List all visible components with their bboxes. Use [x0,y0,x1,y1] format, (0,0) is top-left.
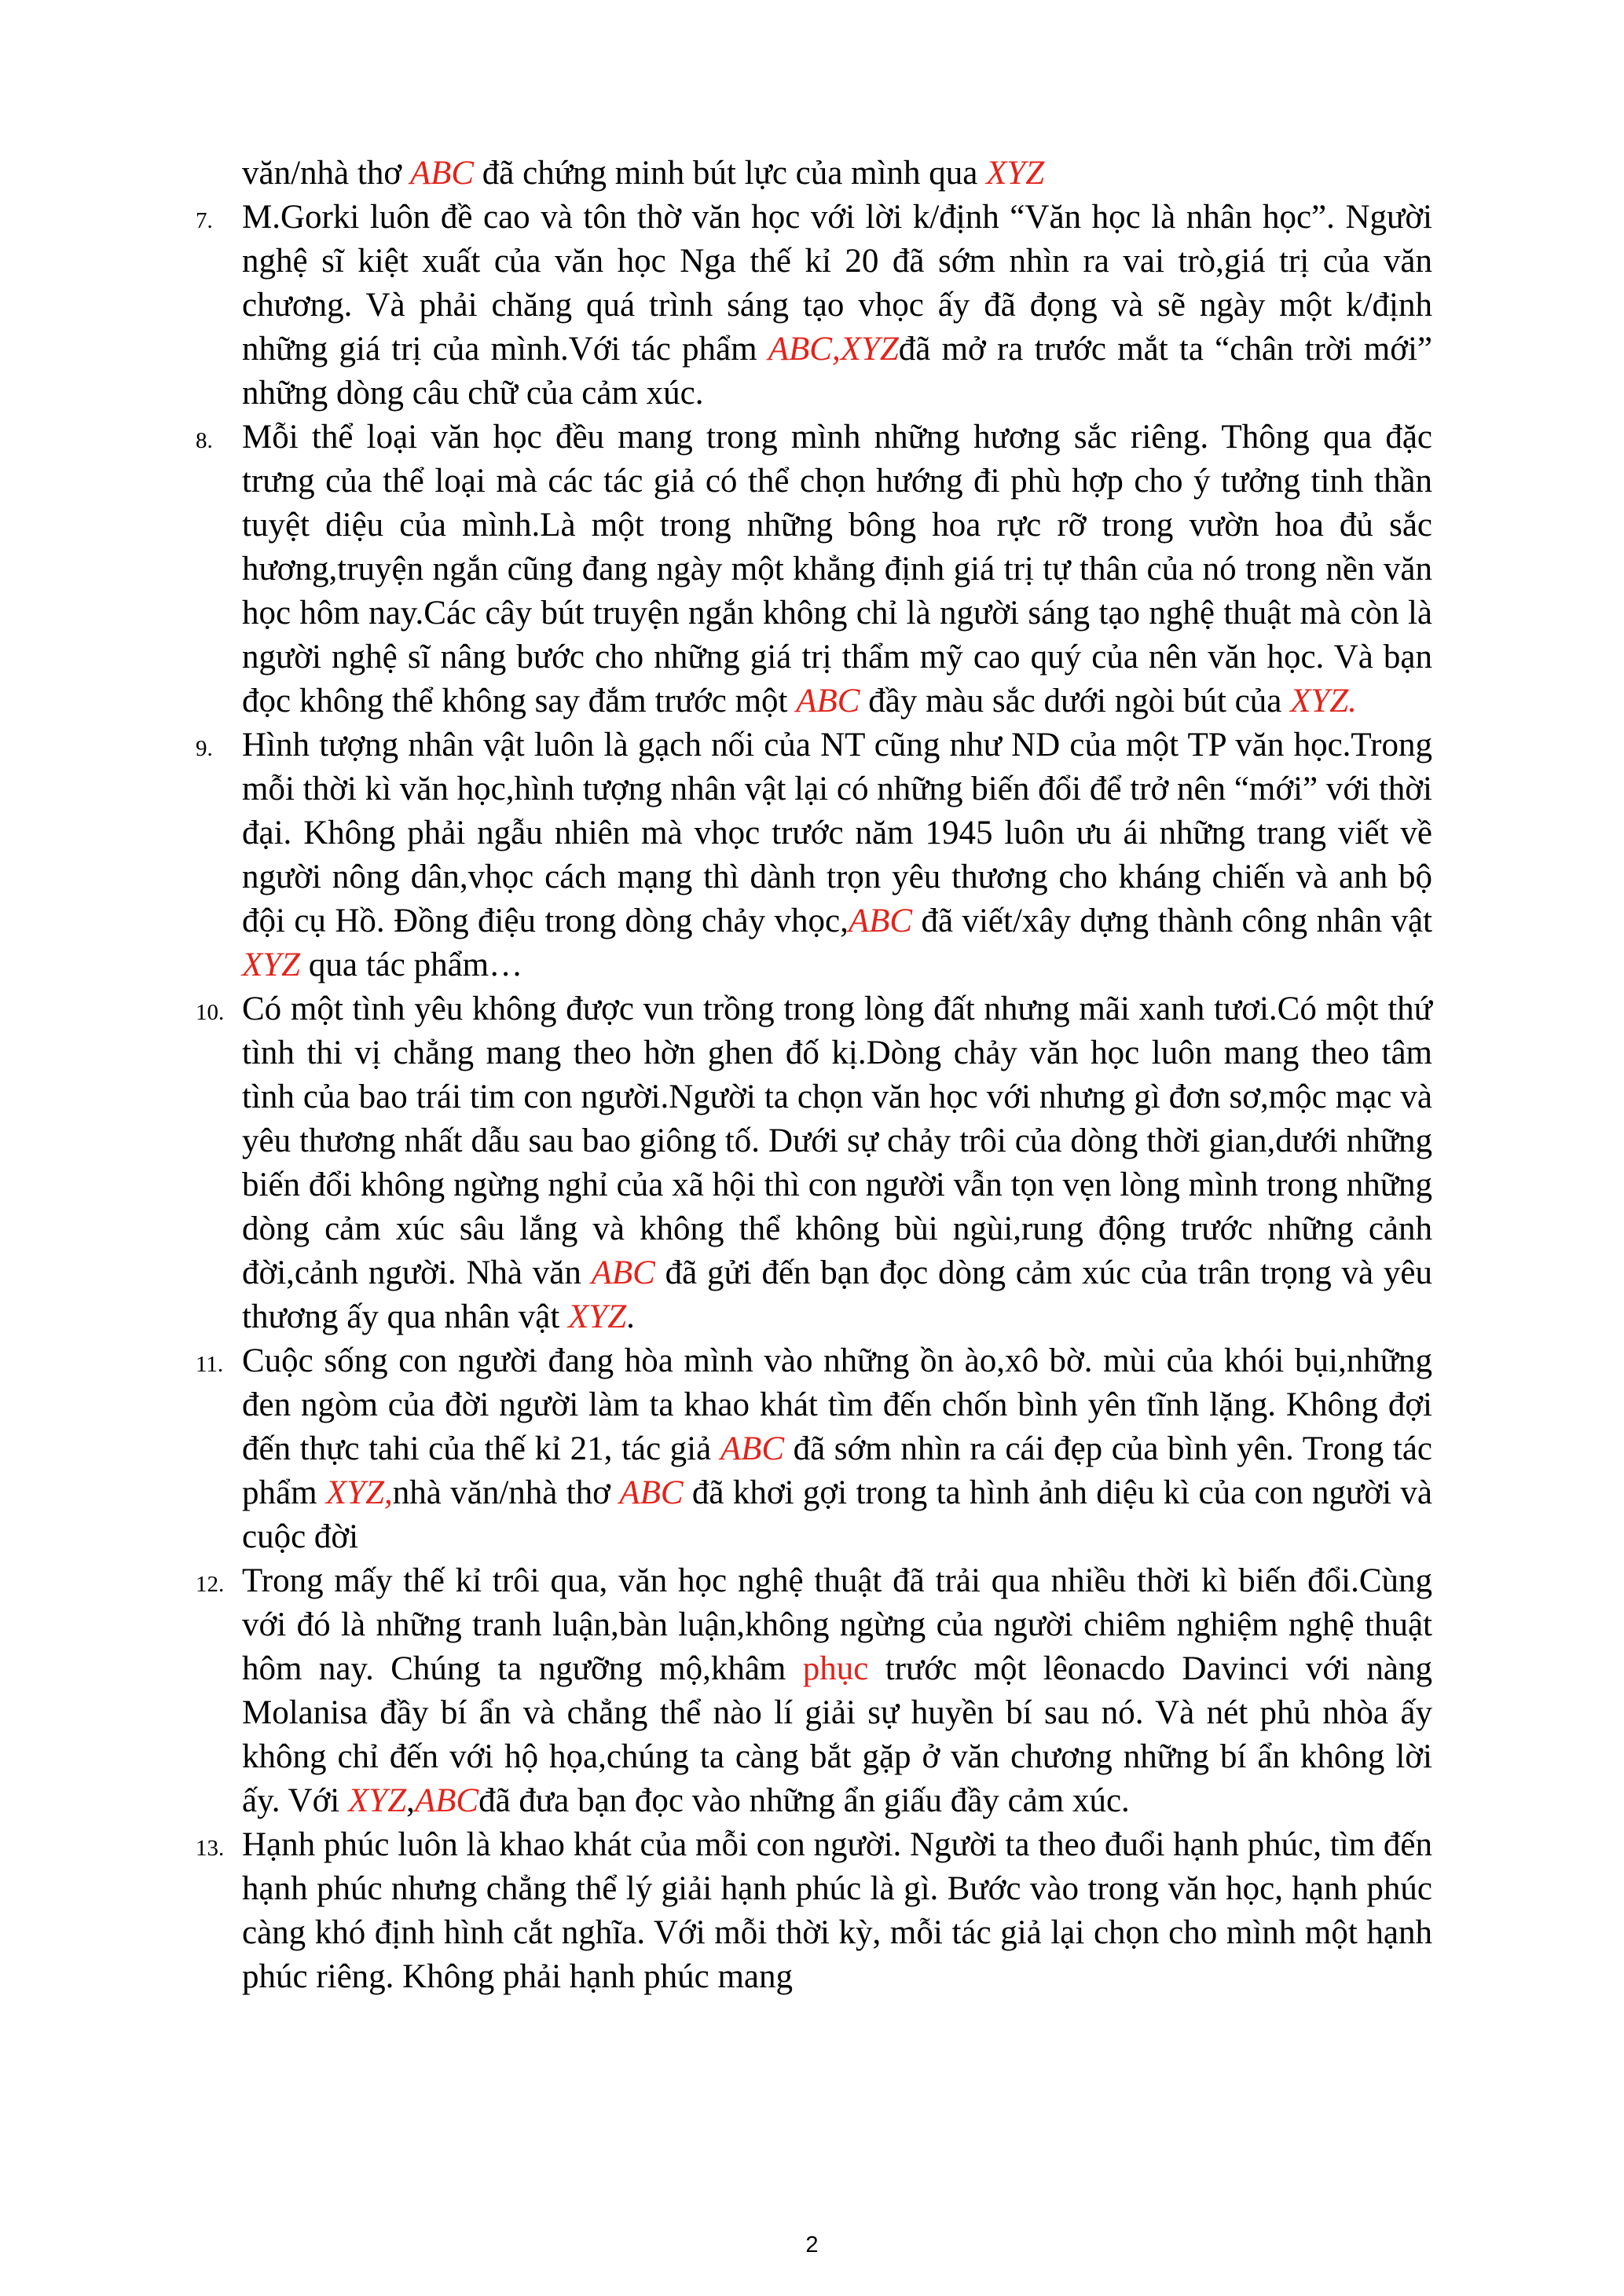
placeholder-xyz: XYZ [242,947,301,983]
text-run: văn/nhà thơ [242,155,410,192]
text-run: Trong mấy thế kỉ trôi qua, văn học nghệ thuật đã trải qua nhiều thời kì biến đổi.Cùng với đó là những tranh luận,bàn luận,không ngừng của người chiêm nghiệm nghệ thuật hôm nay. Chúng ta ngưỡng mộ,khâm [242,1562,1432,1687]
list-number: 9. [196,736,213,761]
text-run: đã viết/xây dựng thành công nhân vật [912,903,1433,939]
placeholder-abc: ABC [796,683,860,720]
continuation-paragraph [183,152,1446,196]
list-item-7 [183,196,1446,416]
list-item-12 [183,1559,1446,1823]
placeholder-abc: ABC [720,1430,785,1467]
placeholder-abc: ABC [591,1254,655,1291]
text-run: đã gửi đến bạn đọc dòng cảm xúc của trân trọng và yêu thương ấy qua nhân vật [242,1254,1432,1335]
placeholder-abc: ABC [414,1782,479,1819]
placeholder-xyz: XYZ [986,155,1045,192]
placeholder-abc-xyz: ABC,XYZ [768,331,899,368]
text-run: đã chứng minh bút lực của mình qua [474,155,987,192]
text-run: đã sớm nhìn ra cái đẹp của bình yên. Trong tác phẩm [242,1430,1432,1511]
text-run: , [406,1782,415,1819]
list-number: 11. [196,1352,224,1377]
text-run: Mỗi thể loại văn học đều mang trong mình những hương sắc riêng. Thông qua đặc trưng của thể loại mà các tác giả có thể chọn hướng đi phù hợp cho ý tưởng tinh thần tuyệt diệu của mình.Là một trong những bông hoa rực rỡ trong vườn hoa đủ sắc hương,truyện ngắn cũng đang ngày một khẳng định giá trị tự thân của nó trong nền văn học hôm nay.Các cây bút truyện ngắn không chỉ là người sáng tạo nghệ thuật mà còn là người nghệ sĩ nâng bước cho những giá trị thẩm mỹ cao quý của nên văn học. Và bạn đọc không thể không say đắm trước một [242,419,1432,720]
placeholder-abc: ABC [619,1474,684,1511]
text-run: qua tác phẩm… [300,947,523,983]
text-run: trước một lêonacdo Davinci với nàng Molanisa đầy bí ẩn và chẳng thể nào lí giải sự huyền bí sau nó. Và nét phủ nhòa ấy không chỉ đến với hộ họa,chúng ta càng bắt gặp ở văn chương những bí ẩn không lời ấy. Với [242,1650,1432,1819]
highlighted-word: phục [802,1650,869,1687]
text-run: đã khơi gợi trong ta hình ảnh diệu kì của con người và cuộc đời [242,1474,1432,1555]
placeholder-xyz: XYZ [348,1782,407,1819]
text-run: Cuộc sống con người đang hòa mình vào những ồn ào,xô bờ. mùi của khói bụi,những đen ngòm của đời người làm ta khao khát tìm đến chốn bình yên tĩnh lặng. Không đợi đến thực tahi của thế kỉ 21, tác giả [242,1342,1432,1467]
list-item-10 [183,987,1446,1339]
text-run: Hạnh phúc luôn là khao khát của mỗi con người. Người ta theo đuổi hạnh phúc, tìm đến hạnh phúc nhưng chẳng thể lý giải hạnh phúc là gì. Bước vào trong văn học, hạnh phúc càng khó định hình cắt nghĩa. Với mỗi thời kỳ, mỗi tác giả lại chọn cho mình một hạnh phúc riêng. Không phải hạnh phúc mang [242,1826,1432,1995]
text-run: đã đưa bạn đọc vào những ẩn giấu đầy cảm xúc. [478,1782,1130,1819]
document-body [183,152,1446,1999]
list-item-8 [183,416,1446,723]
list-number: 12. [196,1572,225,1597]
list-number: 13. [196,1836,225,1861]
text-run: . [626,1298,635,1335]
text-run: nhà văn/nhà thơ [392,1474,620,1511]
list-item-13 [183,1823,1446,1999]
list-number: 8. [196,428,213,453]
list-item-9 [183,723,1446,987]
text-run: Có một tình yêu không được vun trồng trong lòng đất nhưng mãi xanh tươi.Có một thứ tình thi vị chẳng mang theo hờn ghen đố kị.Dòng chảy văn học luôn mang theo tâm tình của bao trái tim con người.Người ta chọn văn học với nhưng gì đơn sơ,mộc mạc và yêu thương nhất dẫu sau bao giông tố. Dưới sự chảy trôi của dòng thời gian,dưới những biến đổi không ngừng nghỉ của xã hội thì con người vẫn tọn vẹn lòng mình trong những dòng cảm xúc sâu lắng và không thể không bùi ngùi,rung động trước những cảnh đời,cảnh người. Nhà văn [242,991,1432,1291]
placeholder-xyz: XYZ [568,1298,627,1335]
list-number: 10. [196,1000,225,1025]
text-run: đã mở ra trước mắt ta “chân trời mới” những dòng câu chữ của cảm xúc. [242,331,1432,412]
placeholder-xyz: XYZ. [1290,683,1357,720]
text-run: M.Gorki luôn đề cao và tôn thờ văn học với lời k/định “Văn học là nhân học”. Người nghệ sĩ kiệt xuất của văn học Nga thế kỉ 20 đã sớm nhìn ra vai trò,giá trị của văn chương. Và phải chăng quá trình sáng tạo vhọc ấy đã đọng và sẽ ngày một k/định những giá trị của mình.Với tác phẩm [242,199,1432,368]
text-run: đầy màu sắc dưới ngòi bút của [860,683,1291,720]
placeholder-abc: ABC [409,155,475,192]
placeholder-abc: ABC [848,903,913,939]
text-run: Hình tượng nhân vật luôn là gạch nối của NT cũng như ND của một TP văn học.Trong mỗi thời kì văn học,hình tượng nhân vật lại có những biến đổi để trở nên “mới” với thời đại. Không phải ngẫu nhiên mà vhọc trước năm 1945 luôn ưu ái những trang viết về người nông dân,vhọc cách mạng thì dành trọn yêu thương cho kháng chiến và anh bộ đội cụ Hồ. Đồng điệu trong dòng chảy vhọc, [242,727,1432,939]
list-number: 7. [196,208,213,233]
placeholder-xyz: XYZ, [325,1474,393,1511]
page-number: 2 [805,2232,819,2258]
list-item-11 [183,1339,1446,1559]
